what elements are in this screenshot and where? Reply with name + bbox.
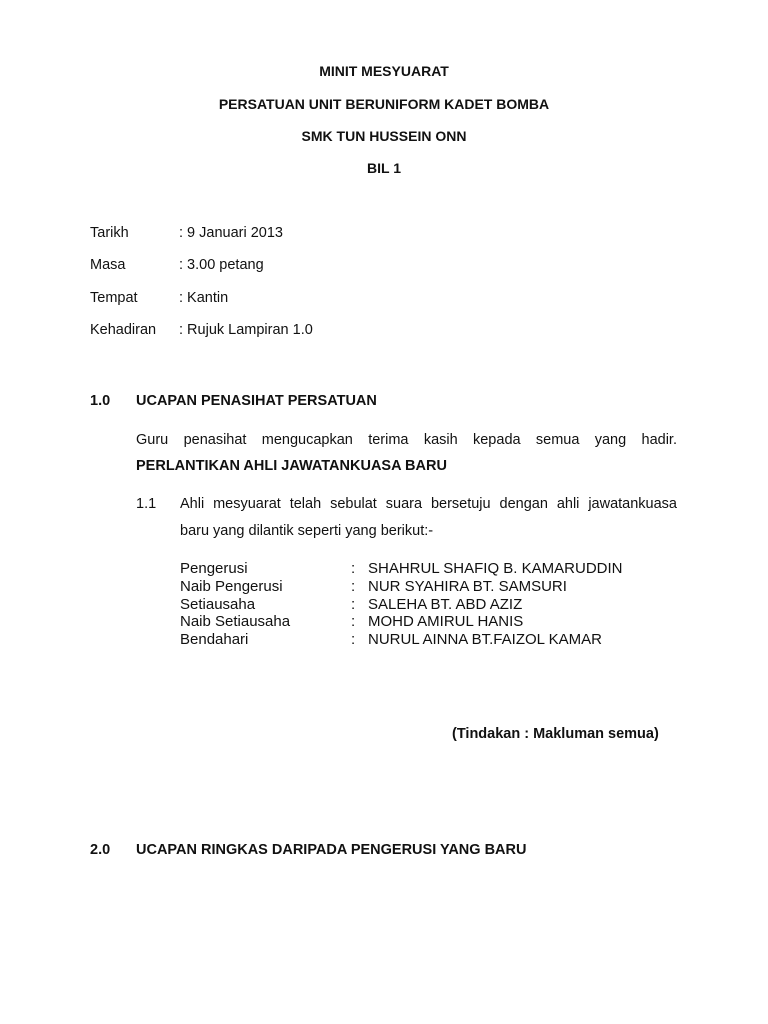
school-name: SMK TUN HUSSEIN ONN: [301, 128, 467, 144]
section-2-number: 2.0: [90, 842, 111, 858]
item-1-1-number: 1.1: [136, 496, 157, 512]
meta-value-attendance: : Rujuk Lampiran 1.0: [179, 322, 313, 338]
action-note: (Tindakan : Makluman semua): [452, 726, 659, 742]
committee-role: Setiausaha: [180, 596, 256, 613]
section-1-subheading: PERLANTIKAN AHLI JAWATANKUASA BARU: [136, 458, 447, 474]
committee-separator: :: [351, 578, 356, 595]
meta-value-place: : Kantin: [179, 290, 229, 306]
meeting-number: BIL 1: [367, 160, 401, 176]
committee-separator: :: [351, 596, 356, 613]
committee-role: Pengerusi: [180, 560, 248, 577]
committee-role: Naib Pengerusi: [180, 578, 283, 595]
meta-label-attendance: Kehadiran: [90, 322, 157, 338]
committee-name: SALEHA BT. ABD AZIZ: [368, 596, 523, 613]
section-1-number: 1.0: [90, 393, 111, 409]
section-1-paragraph: Guru penasihat mengucapkan terima kasih kepada semua yang hadir.: [136, 432, 677, 448]
item-1-1-line-2: baru yang dilantik seperti yang berikut:-: [180, 523, 434, 539]
committee-role: Naib Setiausaha: [180, 613, 291, 630]
committee-name: NURUL AINNA BT.FAIZOL KAMAR: [368, 631, 602, 648]
committee-separator: :: [351, 631, 356, 648]
committee-role: Bendahari: [180, 631, 249, 648]
committee-name: SHAHRUL SHAFIQ B. KAMARUDDIN: [368, 560, 623, 577]
organization-name: PERSATUAN UNIT BERUNIFORM KADET BOMBA: [218, 96, 550, 112]
section-1-heading: UCAPAN PENASIHAT PERSATUAN: [136, 393, 377, 409]
section-2-heading: UCAPAN RINGKAS DARIPADA PENGERUSI YANG BARU: [136, 842, 527, 858]
committee-separator: :: [351, 560, 356, 577]
meta-label-date: Tarikh: [90, 225, 129, 241]
meta-label-place: Tempat: [90, 290, 138, 306]
committee-name: NUR SYAHIRA BT. SAMSURI: [368, 578, 567, 595]
meta-label-time: Masa: [90, 257, 126, 273]
meta-value-time: : 3.00 petang: [179, 257, 264, 273]
meta-value-date: : 9 Januari 2013: [179, 225, 283, 241]
committee-separator: :: [351, 613, 356, 630]
item-1-1-line-1: Ahli mesyuarat telah sebulat suara bersetuju dengan ahli jawatankuasa: [180, 496, 677, 512]
committee-name: MOHD AMIRUL HANIS: [368, 613, 524, 630]
doc-title: MINIT MESYUARAT: [319, 63, 449, 79]
